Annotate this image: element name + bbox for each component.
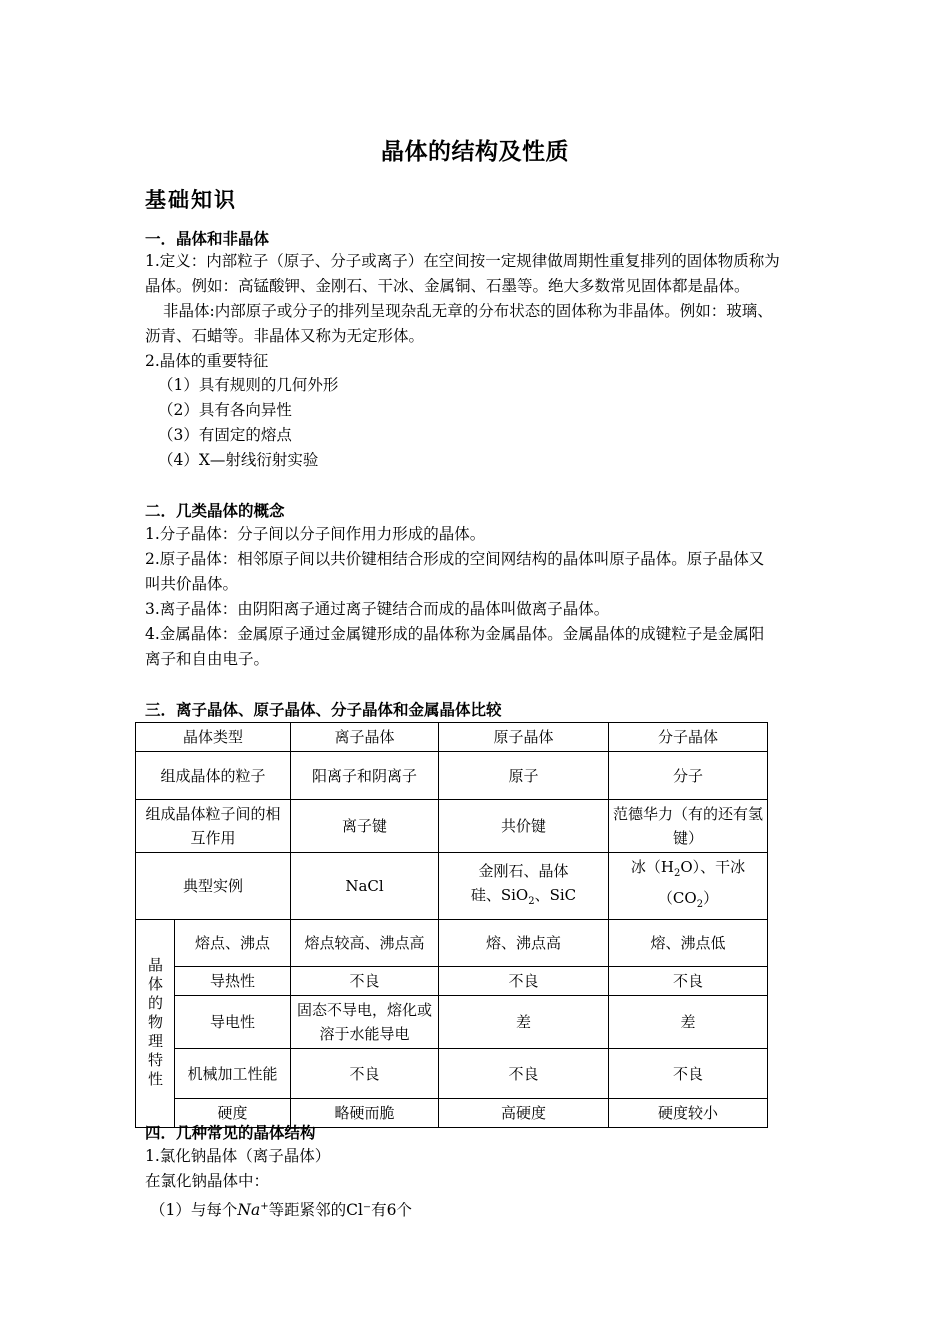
list-item: （3）有固定的熔点 <box>158 426 292 444</box>
table-cell <box>609 853 768 920</box>
table-row <box>136 1049 768 1099</box>
table-cell: 固态不导电，熔化或溶于水能导电 <box>291 996 439 1049</box>
group-label-cell: 晶体的物理特性 <box>136 920 175 1128</box>
section-4-heading: 四．几种常见的晶体结构 <box>145 1123 316 1142</box>
table-header-cell: 晶体类型 <box>136 723 291 752</box>
paragraph-line: 2.原子晶体：相邻原子间以共价键相结合形成的空间网结构的晶体叫原子晶体。原子晶体又 <box>145 550 765 568</box>
subscript: 2 <box>673 868 681 879</box>
formula-text: 、SiC <box>534 885 577 904</box>
cell-line <box>613 886 763 917</box>
table-cell: 导热性 <box>175 967 291 996</box>
table-cell: 硬度较小 <box>609 1099 768 1128</box>
list-item <box>150 1194 820 1223</box>
formula-text: （CO <box>657 889 697 907</box>
table-row <box>136 752 768 800</box>
list-item: （4）X—射线衍射实验 <box>158 451 319 469</box>
table-row <box>136 920 768 967</box>
paragraph-line: 在氯化钠晶体中： <box>145 1172 270 1190</box>
table-cell: 组成晶体的粒子 <box>136 752 291 800</box>
table-cell: 不良 <box>291 1049 439 1099</box>
table-header-cell: 原子晶体 <box>439 723 609 752</box>
paragraph-line: 非晶体:内部原子或分子的排列呈现杂乱无章的分布状态的固体称为非晶体。例如：玻璃、 <box>163 302 773 320</box>
table-cell: 熔、沸点高 <box>439 920 609 967</box>
page-title: 晶体的结构及性质 <box>381 138 569 165</box>
table-cell: 分子 <box>609 752 768 800</box>
table-cell: 离子键 <box>291 800 439 853</box>
paragraph-line: 4.金属晶体：金属原子通过金属键形成的晶体称为金属晶体。金属晶体的成键粒子是金属阳 <box>145 625 765 643</box>
table-cell: 高硬度 <box>439 1099 609 1128</box>
superscript: + <box>260 1201 269 1212</box>
formula-text: ） <box>703 889 719 907</box>
formula-text: Na <box>237 1201 261 1220</box>
table-header-cell: 离子晶体 <box>291 723 439 752</box>
list-item: （2）具有各向异性 <box>158 401 292 419</box>
cell-line <box>443 883 604 914</box>
table-row <box>136 800 768 853</box>
table-header-cell: 分子晶体 <box>609 723 768 752</box>
paragraph-line: 晶体。例如：高锰酸钾、金刚石、干冰、金属铜、石墨等。绝大多数常见固体都是晶体。 <box>145 277 750 295</box>
table-cell: 差 <box>609 996 768 1049</box>
section-3-heading: 三．离子晶体、原子晶体、分子晶体和金属晶体比较 <box>145 700 502 719</box>
table-cell: 典型实例 <box>136 853 291 920</box>
section-2-heading: 二．几类晶体的概念 <box>145 501 285 520</box>
table-header-row <box>136 723 768 752</box>
table-cell: 导电性 <box>175 996 291 1049</box>
table-row <box>136 853 768 920</box>
table-cell: 熔、沸点低 <box>609 920 768 967</box>
table-cell: 硬度 <box>175 1099 291 1128</box>
table-cell: 不良 <box>439 967 609 996</box>
subscript: 2 <box>528 895 535 907</box>
paragraph-line: 沥青、石蜡等。非晶体又称为无定形体。 <box>145 327 425 345</box>
paragraph-line: 离子和自由电子。 <box>145 650 270 668</box>
section-1-heading: 一．晶体和非晶体 <box>145 229 270 248</box>
table-cell: 阳离子和阴离子 <box>291 752 439 800</box>
formula-text: O）、干冰 <box>680 858 746 876</box>
paragraph-line: 2.晶体的重要特征 <box>145 352 269 370</box>
table-cell <box>439 853 609 920</box>
formula-text: 冰（H <box>630 858 674 876</box>
table-row <box>136 967 768 996</box>
comparison-table <box>135 722 768 1128</box>
cell-line: 金刚石、晶体 <box>478 861 569 880</box>
cell-line <box>613 855 763 886</box>
table-cell: 熔点较高、沸点高 <box>291 920 439 967</box>
line-text: （1）与每个 <box>150 1201 238 1220</box>
table-row <box>136 996 768 1049</box>
table-cell: 原子 <box>439 752 609 800</box>
paragraph-line: 1.氯化钠晶体（离子晶体） <box>145 1147 331 1165</box>
line-text: 等距紧邻的Cl⁻有6个 <box>268 1201 412 1220</box>
table-cell: 不良 <box>439 1049 609 1099</box>
formula-text: 硅、SiO <box>470 885 529 904</box>
paragraph-line: 3.离子晶体：由阴阳离子通过离子键结合而成的晶体叫做离子晶体。 <box>145 600 610 618</box>
table-cell: 范德华力（有的还有氢键） <box>609 800 768 853</box>
table-cell: 机械加工性能 <box>175 1049 291 1099</box>
table-cell: 组成晶体粒子间的相互作用 <box>136 800 291 853</box>
paragraph-line: 1.定义：内部粒子（原子、分子或离子）在空间按一定规律做周期性重复排列的固体物质称为 <box>145 252 780 270</box>
list-item: （1）具有规则的几何外形 <box>158 376 339 394</box>
table-cell: 共价键 <box>439 800 609 853</box>
table-cell: 不良 <box>609 1049 768 1099</box>
paragraph-line: 1.分子晶体：分子间以分子间作用力形成的晶体。 <box>145 525 486 543</box>
table-cell: NaCl <box>291 853 439 920</box>
subscript: 2 <box>696 899 704 910</box>
table-cell: 不良 <box>291 967 439 996</box>
table-cell: 熔点、沸点 <box>175 920 291 967</box>
paragraph-line: 叫共价晶体。 <box>145 575 239 593</box>
table-cell: 不良 <box>609 967 768 996</box>
table-cell: 差 <box>439 996 609 1049</box>
table-cell: 略硬而脆 <box>291 1099 439 1128</box>
section-subheading: 基础知识 <box>145 187 237 212</box>
